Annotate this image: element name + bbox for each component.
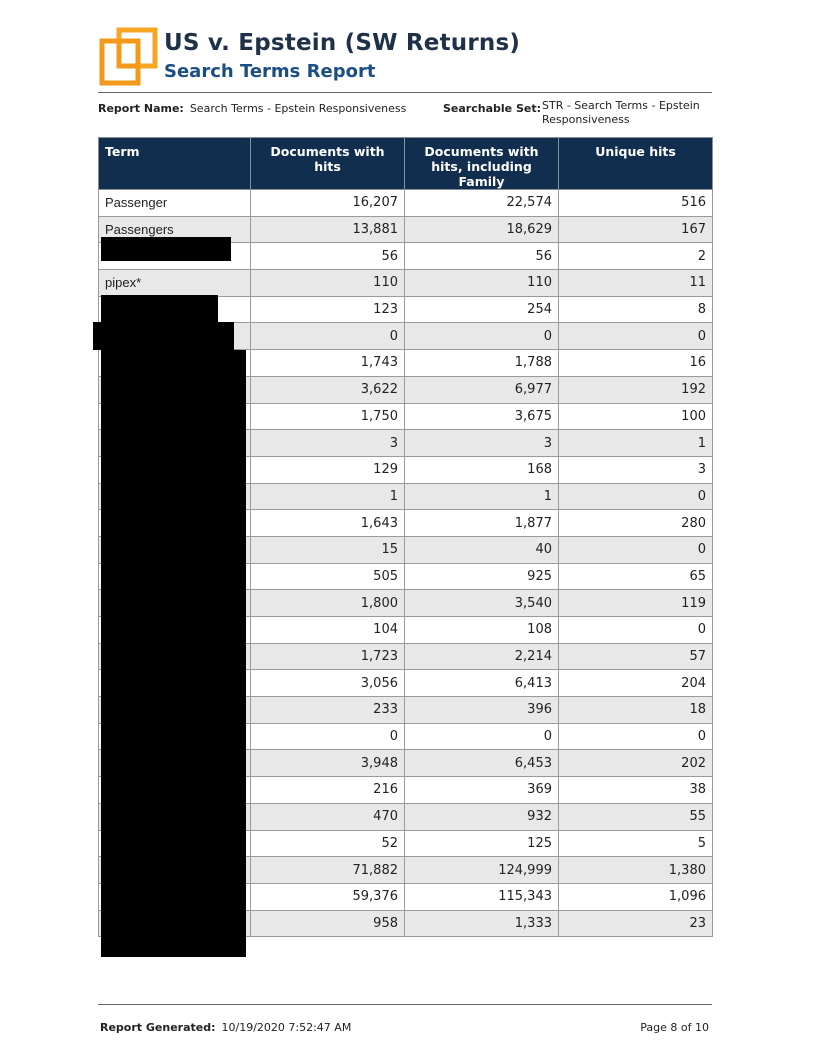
documents-with-hits-family-cell: 110 bbox=[405, 270, 559, 297]
documents-with-hits-cell: 3,948 bbox=[251, 750, 405, 777]
documents-with-hits-cell: 505 bbox=[251, 563, 405, 590]
documents-with-hits-cell: 958 bbox=[251, 910, 405, 937]
documents-with-hits-cell: 13,881 bbox=[251, 216, 405, 243]
documents-with-hits-family-cell: 3 bbox=[405, 430, 559, 457]
documents-with-hits-family-cell: 6,453 bbox=[405, 750, 559, 777]
documents-with-hits-cell: 233 bbox=[251, 697, 405, 724]
table-header-row bbox=[99, 138, 713, 190]
documents-with-hits-cell: 15 bbox=[251, 536, 405, 563]
unique-hits-cell: 202 bbox=[559, 750, 713, 777]
documents-with-hits-family-cell: 925 bbox=[405, 563, 559, 590]
documents-with-hits-cell: 0 bbox=[251, 723, 405, 750]
redaction-block bbox=[101, 350, 246, 957]
report-generated-value: 10/19/2020 7:52:47 AM bbox=[221, 1021, 352, 1034]
unique-hits-cell: 8 bbox=[559, 296, 713, 323]
unique-hits-cell: 0 bbox=[559, 536, 713, 563]
documents-with-hits-cell: 1,743 bbox=[251, 350, 405, 377]
redaction-block bbox=[101, 295, 218, 325]
documents-with-hits-family-cell: 0 bbox=[405, 323, 559, 350]
documents-with-hits-cell: 71,882 bbox=[251, 857, 405, 884]
documents-with-hits-family-cell: 6,413 bbox=[405, 670, 559, 697]
report-name-value: Search Terms - Epstein Responsiveness bbox=[189, 102, 407, 115]
documents-with-hits-family-cell: 22,574 bbox=[405, 190, 559, 217]
documents-with-hits-cell: 16,207 bbox=[251, 190, 405, 217]
report-name bbox=[98, 102, 406, 115]
unique-hits-cell: 192 bbox=[559, 376, 713, 403]
report-generated-label: Report Generated: bbox=[100, 1021, 216, 1034]
unique-hits-cell: 0 bbox=[559, 483, 713, 510]
unique-hits-cell: 0 bbox=[559, 723, 713, 750]
unique-hits-cell: 1,380 bbox=[559, 857, 713, 884]
unique-hits-cell: 0 bbox=[559, 617, 713, 644]
footer-divider bbox=[98, 1004, 712, 1005]
documents-with-hits-family-cell: 0 bbox=[405, 723, 559, 750]
documents-with-hits-cell: 110 bbox=[251, 270, 405, 297]
documents-with-hits-family-cell: 1,877 bbox=[405, 510, 559, 537]
documents-with-hits-cell: 3,056 bbox=[251, 670, 405, 697]
term-cell: Passengers bbox=[99, 216, 251, 243]
documents-with-hits-cell: 123 bbox=[251, 296, 405, 323]
documents-with-hits-family-cell: 125 bbox=[405, 830, 559, 857]
report-generated bbox=[100, 1021, 351, 1034]
redaction-block bbox=[101, 237, 231, 261]
unique-hits-cell: 55 bbox=[559, 803, 713, 830]
unique-hits-cell: 1,096 bbox=[559, 883, 713, 910]
unique-hits-cell: 18 bbox=[559, 697, 713, 724]
documents-with-hits-family-cell: 18,629 bbox=[405, 216, 559, 243]
documents-with-hits-cell: 1 bbox=[251, 483, 405, 510]
documents-with-hits-family-cell: 6,977 bbox=[405, 376, 559, 403]
company-logo bbox=[99, 27, 159, 87]
documents-with-hits-family-cell: 124,999 bbox=[405, 857, 559, 884]
documents-with-hits-cell: 3,622 bbox=[251, 376, 405, 403]
documents-with-hits-family-cell: 1,333 bbox=[405, 910, 559, 937]
documents-with-hits-family-cell: 3,675 bbox=[405, 403, 559, 430]
report-name-label: Report Name: bbox=[98, 102, 184, 115]
table-row bbox=[99, 190, 713, 217]
documents-with-hits-cell: 1,750 bbox=[251, 403, 405, 430]
documents-with-hits-cell: 56 bbox=[251, 243, 405, 270]
unique-hits-cell: 16 bbox=[559, 350, 713, 377]
searchable-set-value: STR - Search Terms - Epstein Responsiveness bbox=[542, 99, 700, 126]
unique-hits-cell: 38 bbox=[559, 777, 713, 804]
documents-with-hits-family-cell: 2,214 bbox=[405, 643, 559, 670]
term-cell: pipex* bbox=[99, 270, 251, 297]
unique-hits-cell: 204 bbox=[559, 670, 713, 697]
documents-with-hits-family-cell: 396 bbox=[405, 697, 559, 724]
documents-with-hits-family-cell: 115,343 bbox=[405, 883, 559, 910]
documents-with-hits-cell: 470 bbox=[251, 803, 405, 830]
column-header-term: Term bbox=[99, 138, 251, 190]
documents-with-hits-cell: 3 bbox=[251, 430, 405, 457]
documents-with-hits-family-cell: 1,788 bbox=[405, 350, 559, 377]
term-cell: Passenger bbox=[99, 190, 251, 217]
unique-hits-cell: 2 bbox=[559, 243, 713, 270]
unique-hits-cell: 167 bbox=[559, 216, 713, 243]
documents-with-hits-cell: 52 bbox=[251, 830, 405, 857]
unique-hits-cell: 57 bbox=[559, 643, 713, 670]
unique-hits-cell: 280 bbox=[559, 510, 713, 537]
report-case-title: US v. Epstein (SW Returns) bbox=[164, 30, 521, 56]
documents-with-hits-family-cell: 108 bbox=[405, 617, 559, 644]
documents-with-hits-family-cell: 56 bbox=[405, 243, 559, 270]
documents-with-hits-family-cell: 3,540 bbox=[405, 590, 559, 617]
table-row bbox=[99, 270, 713, 297]
unique-hits-cell: 1 bbox=[559, 430, 713, 457]
documents-with-hits-family-cell: 40 bbox=[405, 536, 559, 563]
documents-with-hits-family-cell: 1 bbox=[405, 483, 559, 510]
unique-hits-cell: 65 bbox=[559, 563, 713, 590]
unique-hits-cell: 5 bbox=[559, 830, 713, 857]
column-header-documents-with-hits-family: Documents with hits, including Family bbox=[405, 138, 559, 190]
column-header-unique-hits: Unique hits bbox=[559, 138, 713, 190]
documents-with-hits-cell: 0 bbox=[251, 323, 405, 350]
unique-hits-cell: 11 bbox=[559, 270, 713, 297]
documents-with-hits-cell: 1,643 bbox=[251, 510, 405, 537]
documents-with-hits-family-cell: 168 bbox=[405, 456, 559, 483]
unique-hits-cell: 516 bbox=[559, 190, 713, 217]
documents-with-hits-family-cell: 932 bbox=[405, 803, 559, 830]
documents-with-hits-family-cell: 369 bbox=[405, 777, 559, 804]
report-subtitle: Search Terms Report bbox=[164, 61, 376, 82]
documents-with-hits-cell: 59,376 bbox=[251, 883, 405, 910]
page-number: Page 8 of 10 bbox=[640, 1021, 709, 1034]
unique-hits-cell: 3 bbox=[559, 456, 713, 483]
documents-with-hits-cell: 1,723 bbox=[251, 643, 405, 670]
documents-with-hits-family-cell: 254 bbox=[405, 296, 559, 323]
documents-with-hits-cell: 216 bbox=[251, 777, 405, 804]
unique-hits-cell: 100 bbox=[559, 403, 713, 430]
documents-with-hits-cell: 129 bbox=[251, 456, 405, 483]
unique-hits-cell: 0 bbox=[559, 323, 713, 350]
column-header-documents-with-hits: Documents with hits bbox=[251, 138, 405, 190]
unique-hits-cell: 119 bbox=[559, 590, 713, 617]
unique-hits-cell: 23 bbox=[559, 910, 713, 937]
redaction-block bbox=[93, 322, 234, 350]
documents-with-hits-cell: 1,800 bbox=[251, 590, 405, 617]
header-divider bbox=[98, 92, 712, 93]
searchable-set-label: Searchable Set: bbox=[443, 102, 541, 115]
documents-with-hits-cell: 104 bbox=[251, 617, 405, 644]
